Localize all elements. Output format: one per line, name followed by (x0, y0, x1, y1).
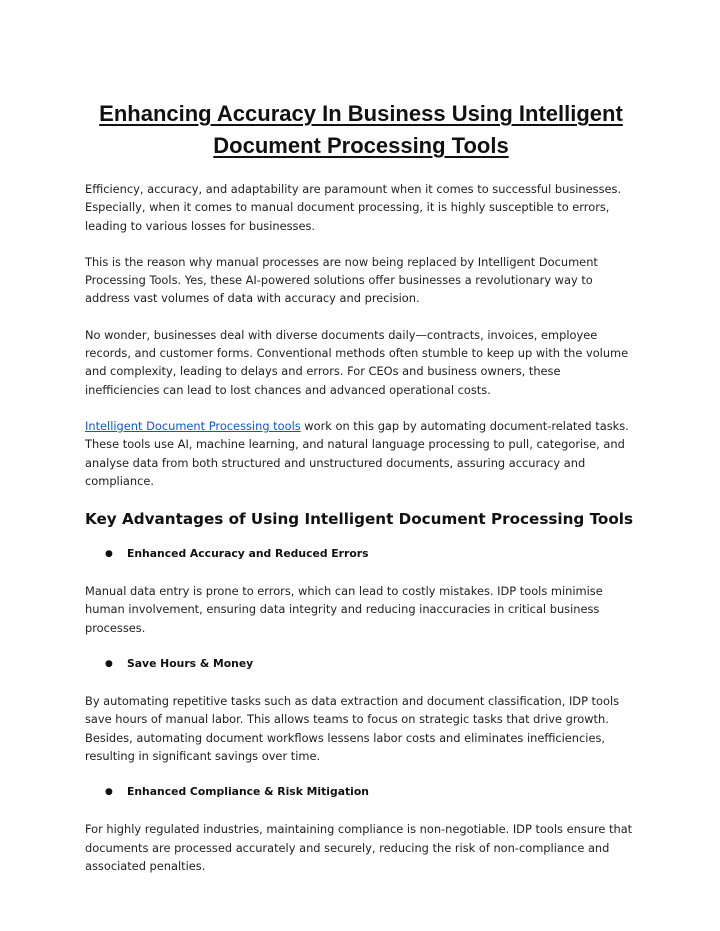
advantage-heading-accuracy (85, 545, 637, 563)
bullet-icon: ● (105, 549, 113, 560)
advantage-paragraph-compliance: For highly regulated industries, maintaining compliance is non-negotiable. IDP tools ensure that documents are processed accurately and securely, reducing the risk of non-compliance and associated penalties. (85, 822, 633, 873)
intro-paragraph-1: Efficiency, accuracy, and adaptability are paramount when it comes to successful businesses. Especially, when it comes to manual document processing, it is highly susceptible to errors, leading to various losses for businesses. (85, 182, 622, 233)
section-heading: Key Advantages of Using Intelligent Document Processing Tools (85, 510, 634, 529)
idp-tools-link[interactable]: Intelligent Document Processing tools (85, 418, 301, 433)
advantage-paragraph-savings: By automating repetitive tasks such as data extraction and document classification, IDP tools save hours of manual labor. This allows teams to focus on strategic tasks that drive growth. Besides, automating document workflows lessens labor costs and eliminates inefficiencies, resulting in significant savings over time. (85, 694, 620, 763)
advantage-heading-text: Enhanced Accuracy and Reduced Errors (127, 547, 369, 561)
document-title: Enhancing Accuracy In Business Using Intelligent Document Processing Tools (99, 101, 623, 158)
advantage-heading-savings (85, 655, 637, 673)
intro-paragraph-2: This is the reason why manual processes are now being replaced by Intelligent Document Processing Tools. Yes, these AI-powered solutions offer businesses a revolutionary way to address vast volumes of data with accuracy and precision. (85, 254, 598, 306)
document-page (85, 98, 637, 893)
advantage-heading-text: Save Hours & Money (127, 657, 254, 671)
link-paragraph (85, 417, 637, 490)
bullet-icon: ● (105, 787, 113, 798)
bullet-icon: ● (105, 659, 113, 670)
link-paragraph-text: work on this gap by automating document-related tasks. These tools use AI, machine learning, and natural language processing to pull, categorise, and analyse data from both structured and unstructured documents, assuring accuracy and compliance. (85, 418, 629, 488)
advantage-paragraph-accuracy: Manual data entry is prone to errors, which can lead to costly mistakes. IDP tools minimise human involvement, ensuring data integrity and reducing inaccuracies in critical business processes. (85, 584, 603, 635)
advantage-heading-compliance (85, 783, 637, 801)
advantage-heading-text: Enhanced Compliance & Risk Mitigation (127, 785, 369, 799)
intro-paragraph-3: No wonder, businesses deal with diverse documents daily—contracts, invoices, employee records, and customer forms. Conventional methods often stumble to keep up with the volume and complexity, leading to delays and errors. For CEOs and business owners, these inefficiencies can lead to lost chances and advanced operational costs. (85, 327, 629, 397)
